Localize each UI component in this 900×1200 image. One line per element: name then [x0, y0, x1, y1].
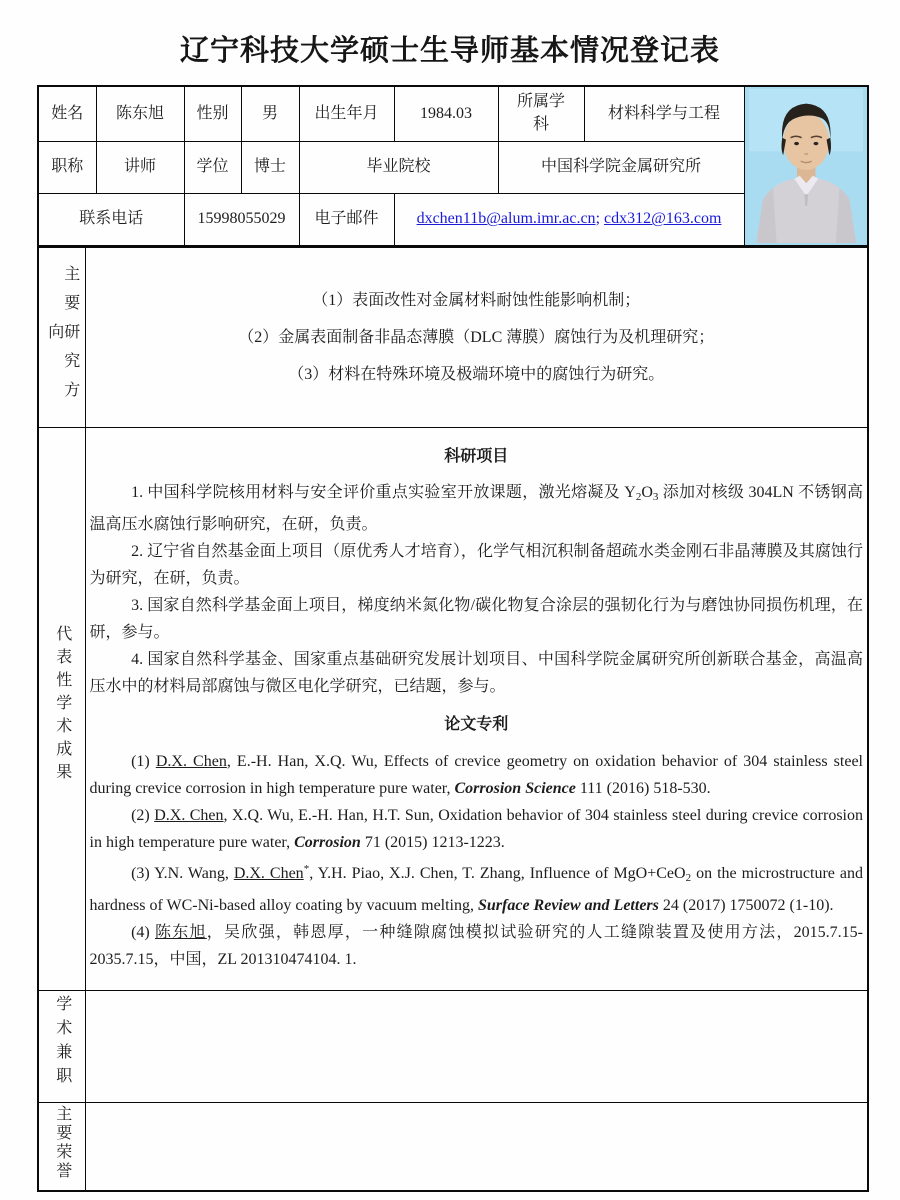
positions-section-label: 学术兼职 — [53, 995, 71, 1092]
discipline-value: 材料科学与工程 — [584, 86, 744, 141]
project-item-3: 3. 国家自然科学基金面上项目，梯度纳米氮化物/碳化物复合涂层的强韧化行为与磨蚀协同损伤机理，在研，参与。 — [89, 597, 863, 642]
job-title-label: 职称 — [38, 141, 96, 193]
degree-label: 学位 — [184, 141, 241, 193]
phone-label: 联系电话 — [38, 193, 184, 246]
gender-label: 性别 — [184, 86, 241, 141]
discipline-label: 所属学科 — [498, 86, 584, 141]
papers-heading: 论文专利 — [444, 716, 509, 734]
honors-content — [85, 1103, 868, 1191]
profile-photo-image — [749, 89, 864, 243]
row-identity — [38, 86, 868, 141]
research-item-3: （3）材料在特殊环境及极端环境中的腐蚀行为研究。 — [288, 365, 665, 383]
sections-table — [37, 246, 869, 1192]
email-label: 电子邮件 — [299, 193, 394, 246]
achievements-section-label: 代表性学术成果 — [53, 625, 71, 787]
birth-label: 出生年月 — [299, 86, 394, 141]
page-title: 辽宁科技大学硕士生导师基本情况登记表 — [179, 35, 720, 67]
profile-photo — [744, 86, 868, 246]
row-main-honors — [38, 1103, 868, 1191]
name-label: 姓名 — [38, 86, 96, 141]
row-achievements — [38, 428, 868, 991]
paper-item-2: (2) D.X. Chen, X.Q. Wu, E.-H. Han, H.T. Sun, Oxidation behavior of 304 stainless steel during crevice corrosion in high temperature pure water, Corrosion 71 (2015) 1213-1223. — [89, 806, 864, 851]
phone-value: 15998055029 — [184, 193, 299, 246]
research-section-label-cell — [38, 247, 85, 428]
name-value: 陈东旭 — [96, 86, 184, 141]
paper-item-4: (4) 陈东旭，吴欣强，韩恩厚，一种缝隙腐蚀模拟试验研究的人工缝隙装置及使用方法，2015.7.15-2035.7.15，中国，ZL 201310474104. 1. — [89, 923, 863, 968]
row-research-directions — [38, 247, 868, 428]
school-label: 毕业院校 — [299, 141, 498, 193]
photo-illustration — [749, 89, 864, 243]
paper-item-1: (1) D.X. Chen, E.-H. Han, X.Q. Wu, Effects of crevice geometry on oxidation behavior of 304 stainless steel during crevice corrosion in high temperature pure water, Corrosion Science 111 (2016) 518-530. — [89, 752, 863, 797]
degree-value: 博士 — [241, 141, 299, 193]
form-table-container — [37, 85, 867, 1192]
school-value: 中国科学院金属研究所 — [498, 141, 744, 193]
paper-item-3: (3) Y.N. Wang, D.X. Chen*, Y.H. Piao, X.J. Chen, T. Zhang, Influence of MgO+CeO2 on the microstructure and hardness of WC-Ni-based alloy coating by vacuum melting, Surface Review and Letters 24 (2017) 1750072 (1-10). — [89, 862, 863, 914]
info-table — [37, 85, 869, 247]
honors-section-label: 主要荣誉 — [53, 1105, 71, 1182]
achievements-section-label-cell — [38, 428, 85, 991]
project-item-1: 1. 中国科学院核用材料与安全评价重点实验室开放课题，激光熔凝及 Y2O3 添加对核级 304LN 不锈钢高温高压水腐蚀行影响研究，在研，负责。 — [89, 484, 863, 534]
research-item-2: （2）金属表面制备非晶态薄膜（DLC 薄膜）腐蚀行为及机理研究； — [238, 328, 715, 346]
research-item-1: （1）表面改性对金属材料耐蚀性能影响机制； — [312, 291, 641, 309]
birth-value: 1984.03 — [394, 86, 498, 141]
email-link-secondary[interactable]: cdx312@163.com — [604, 210, 722, 228]
positions-content — [85, 991, 868, 1103]
research-directions-content — [85, 247, 868, 428]
email-value — [394, 193, 744, 246]
email-separator: ; — [595, 210, 601, 228]
projects-heading: 科研项目 — [444, 447, 509, 465]
project-item-4: 4. 国家自然科学基金、国家重点基础研究发展计划项目、中国科学院金属研究所创新联合基金，高温高压水中的材料局部腐蚀与微区电化学研究，已结题，参与。 — [89, 651, 863, 696]
email-link-primary[interactable]: dxchen11b@alum.imr.ac.cn — [416, 210, 596, 228]
row-title-degree — [38, 141, 868, 193]
research-section-label: 主要研究方向 — [45, 264, 79, 410]
honors-section-label-cell — [38, 1103, 85, 1191]
row-contact — [38, 193, 868, 246]
job-title-value: 讲师 — [96, 141, 184, 193]
gender-value: 男 — [241, 86, 299, 141]
row-academic-positions — [38, 991, 868, 1103]
achievements-content — [85, 428, 868, 991]
positions-section-label-cell — [38, 991, 85, 1103]
project-item-2: 2. 辽宁省自然基金面上项目（原优秀人才培育），化学气相沉积制备超疏水类金刚石非晶薄膜及其腐蚀行为研究，在研，负责。 — [89, 543, 863, 588]
